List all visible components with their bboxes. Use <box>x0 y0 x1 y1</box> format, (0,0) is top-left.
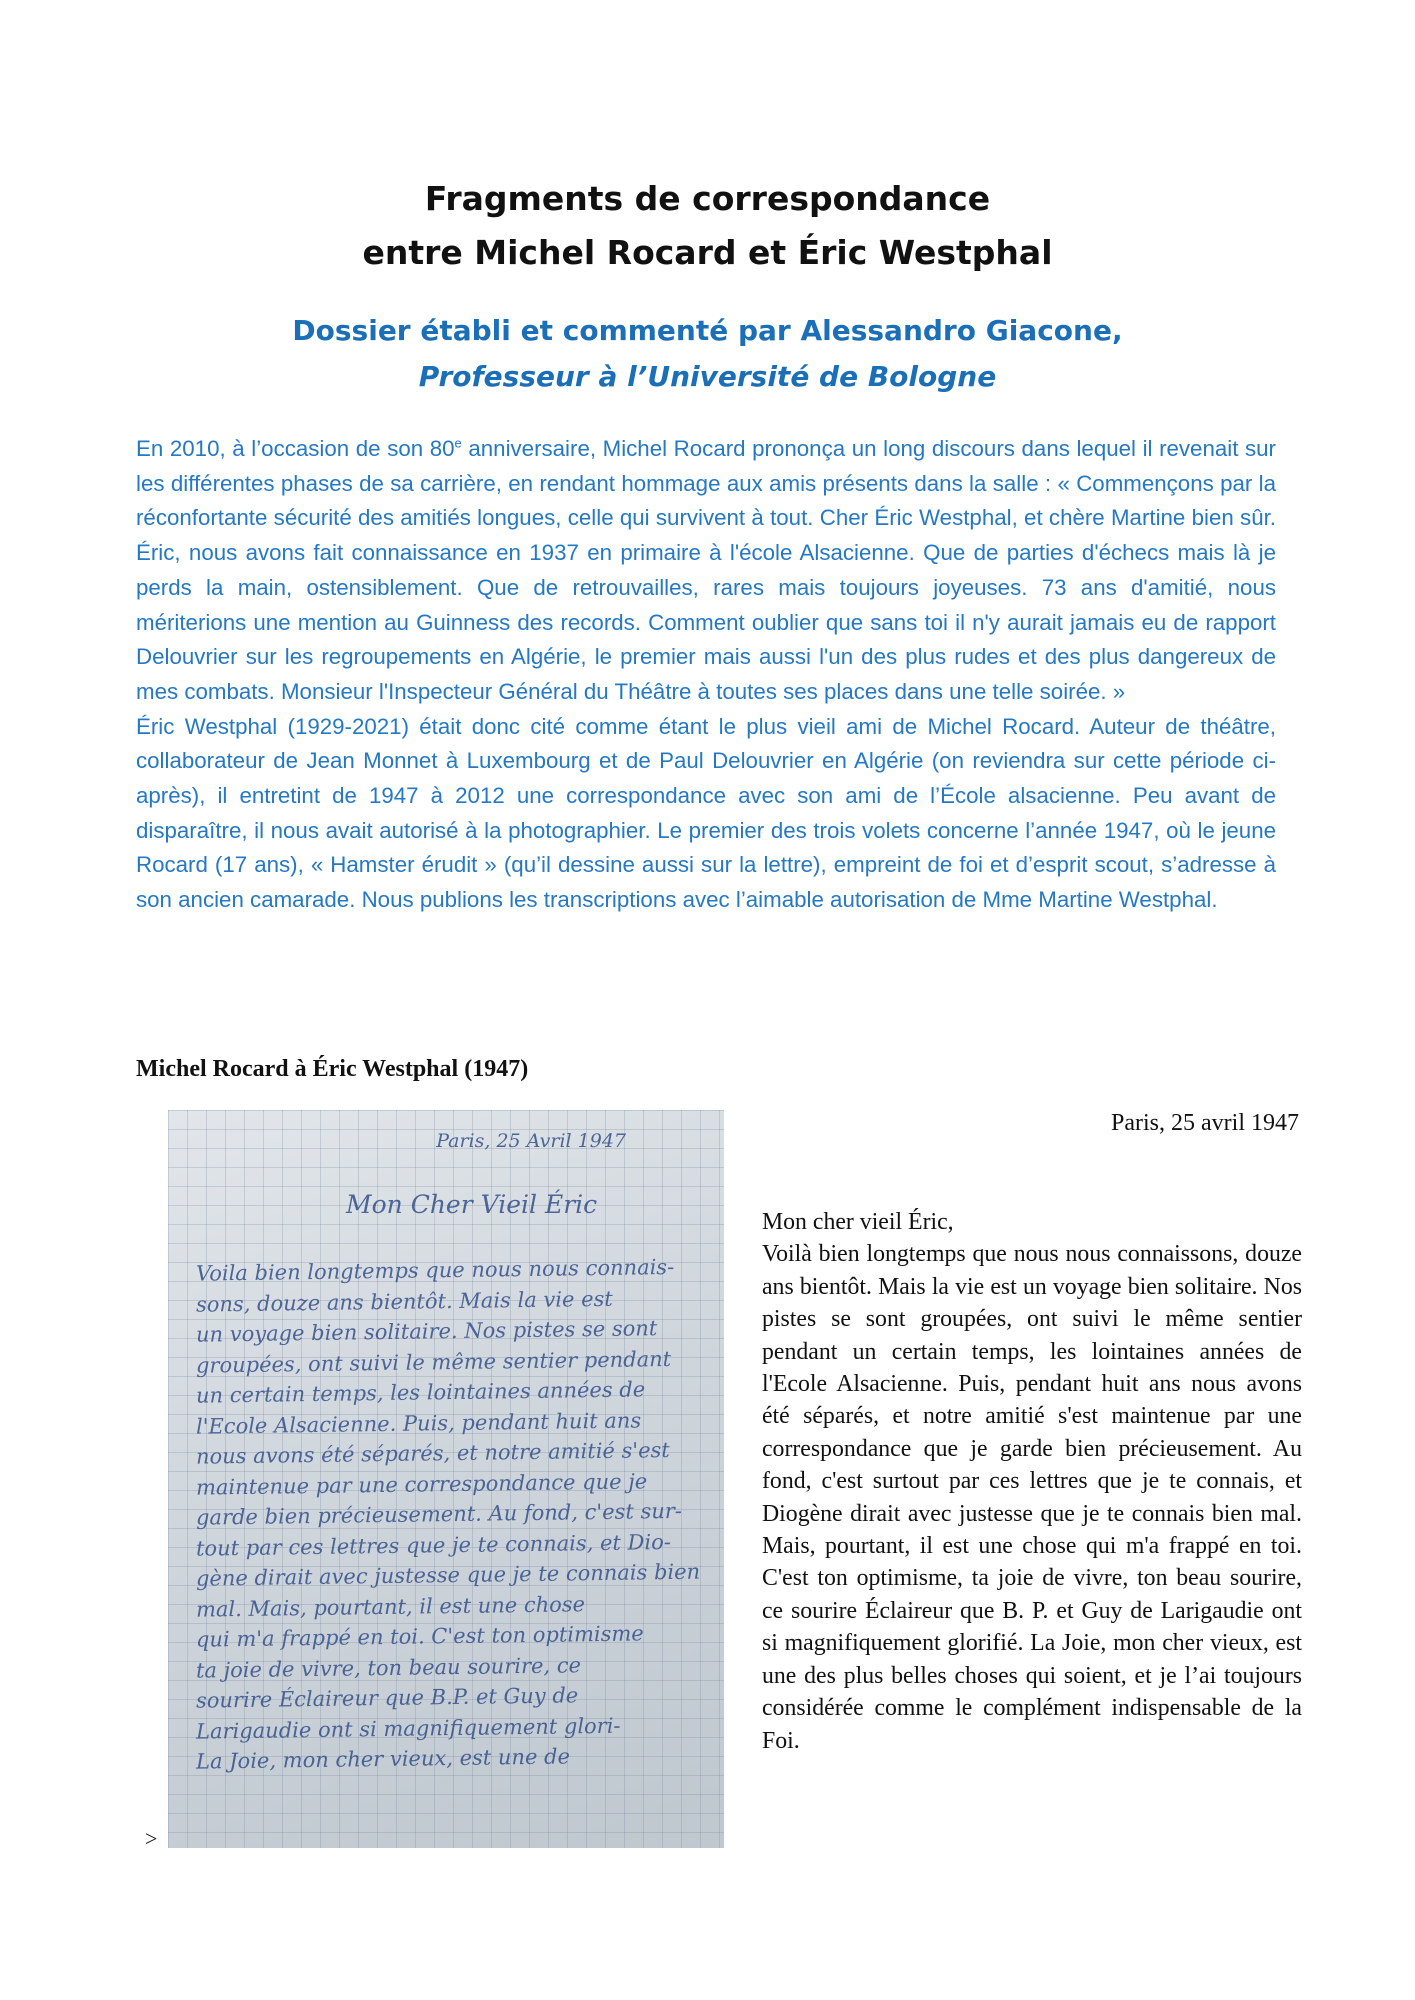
handwritten-line: sourire Éclaireur que B.P. et Guy de <box>195 1683 579 1713</box>
handwritten-line: qui m'a frappé en toi. C'est ton optimisme <box>195 1621 644 1652</box>
letter-body: Voilà bien longtemps que nous nous connaissons, douze ans bientôt. Mais la vie est un voyage bien solitaire. Nos pistes se sont groupées, ont suivi le même sentier pendant un certain temps, les lointaines années de l'Ecole Alsacienne. Puis, pendant huit ans nous avons été séparés, et notre amitié s'est maintenue par une correspondance que je garde bien précieusement. Au fond, c'est surtout par ces lettres que je te connais, et Diogène dirait avec justesse que je te connais bien mal. Mais, pourtant, il est une chose qui m'a frappé en toi. C'est ton optimisme, ta joie de vivre, ton beau sourire, ce sourire Éclaireur que B. P. et Guy de Larigaudie ont si magnifiquement glorifié. La Joie, mon cher vieux, est une des plus belles choses qui soient, et je l’ai toujours considérée comme le complément indispensable de la Foi. <box>762 1241 1302 1754</box>
handwritten-letter <box>196 1130 716 1774</box>
handwritten-line: mal. Mais, pourtant, il est une chose <box>195 1591 586 1622</box>
title-line-1: Fragments de correspondance <box>424 179 991 218</box>
intro-p1-rest: anniversaire, Michel Rocard prononça un long discours dans lequel il revenait sur les différentes phases de sa carrière, en rendant hommage aux amis présents dans la salle : « Commençons par la réconfortante sécurité des amitiés longues, celle qui survivent à tout. Cher Éric Westphal, et chère Martine bien sûr. Éric, nous avons fait connaissance en 1937 en primaire à l'école Alsacienne. Que de parties d'échecs mais là je perds la main, ostensiblement. Que de retrouvailles, rares mais toujours joyeuses. 73 ans d'amitié, nous mériterions une mention au Guinness des records. Comment oublier que sans toi il n'y aurait jamais eu de rapport Delouvrier sur les regroupements en Algérie, le premier mais aussi l'un des plus rudes et des plus dangereux de mes combats. Monsieur l'Inspecteur Général du Théâtre à toutes ses places dans une telle soirée. » <box>136 436 1276 704</box>
handwritten-line: Larigaudie ont si magnifiquement glori- <box>195 1713 621 1744</box>
section-heading: Michel Rocard à Éric Westphal (1947) <box>136 1056 529 1082</box>
handwritten-line: sons, douze ans bientôt. Mais la vie est <box>195 1286 613 1317</box>
title-line-2: entre Michel Rocard et Éric Westphal <box>362 233 1053 272</box>
handwritten-line: tout par ces lettres que je te connais, et Dio- <box>195 1529 672 1561</box>
intro-p1-start: En 2010, à l’occasion de son 80 <box>136 436 455 461</box>
letter-date: Paris, 25 avril 1947 <box>1111 1110 1299 1136</box>
handwritten-date: Paris, 25 Avril 1947 <box>436 1130 626 1152</box>
intro-paragraph-1 <box>136 432 1276 710</box>
handwritten-line: gène dirait avec justesse que je te connais bien <box>195 1559 701 1591</box>
handwritten-line: nous avons été séparés, et notre amitié s'est <box>195 1438 670 1469</box>
intro-paragraph-2: Éric Westphal (1929-2021) était donc cité comme étant le plus vieil ami de Michel Rocard. Auteur de théâtre, collaborateur de Jean Monnet à Luxembourg et de Paul Delouvrier en Algérie (on reviendra sur cette période ci-après), il entretint de 1947 à 2012 une correspondance avec son ami de l’École alsacienne. Peu avant de disparaître, il nous avait autorisé à la photographier. Le premier des trois volets concerne l’année 1947, où le jeune Rocard (17 ans), « Hamster érudit » (qu’il dessine aussi sur la lettre), empreint de foi et d’esprit scout, s’adresse à son ancien camarade. Nous publions les transcriptions avec l’aimable autorisation de Mme Martine Westphal. <box>136 713 1276 913</box>
handwritten-line: garde bien précieusement. Au fond, c'est sur- <box>195 1498 683 1530</box>
handwritten-line: un voyage bien solitaire. Nos pistes se sont <box>195 1316 658 1347</box>
manuscript-photo <box>168 1110 724 1848</box>
handwritten-line: l'Ecole Alsacienne. Puis, pendant huit ans <box>195 1407 642 1439</box>
stray-mark: > <box>145 1826 158 1851</box>
handwritten-line: groupées, ont suivi le même sentier pendant <box>195 1346 672 1378</box>
ordinal-superscript: e <box>454 435 462 451</box>
handwritten-line: ta joie de vivre, ton beau sourire, ce <box>195 1652 582 1683</box>
letter-salutation: Mon cher vieil Éric, <box>762 1209 954 1235</box>
letter-transcription <box>762 1206 1302 1757</box>
document-title <box>0 172 1415 280</box>
subtitle-line-2: Professeur à l’Université de Bologne <box>418 360 997 393</box>
handwritten-line: La Joie, mon cher vieux, est une de <box>195 1744 571 1774</box>
handwritten-line: Voila bien longtemps que nous nous connais- <box>195 1254 675 1286</box>
intro-text <box>136 432 1276 918</box>
subtitle-line-1: Dossier établi et commenté par Alessandro Giacone, <box>292 314 1123 347</box>
handwritten-line: un certain temps, les lointaines années de <box>195 1377 646 1408</box>
document-subtitle <box>0 308 1415 400</box>
handwritten-greeting: Mon Cher Vieil Éric <box>346 1190 598 1219</box>
handwritten-line: maintenue par une correspondance que je <box>195 1468 648 1500</box>
